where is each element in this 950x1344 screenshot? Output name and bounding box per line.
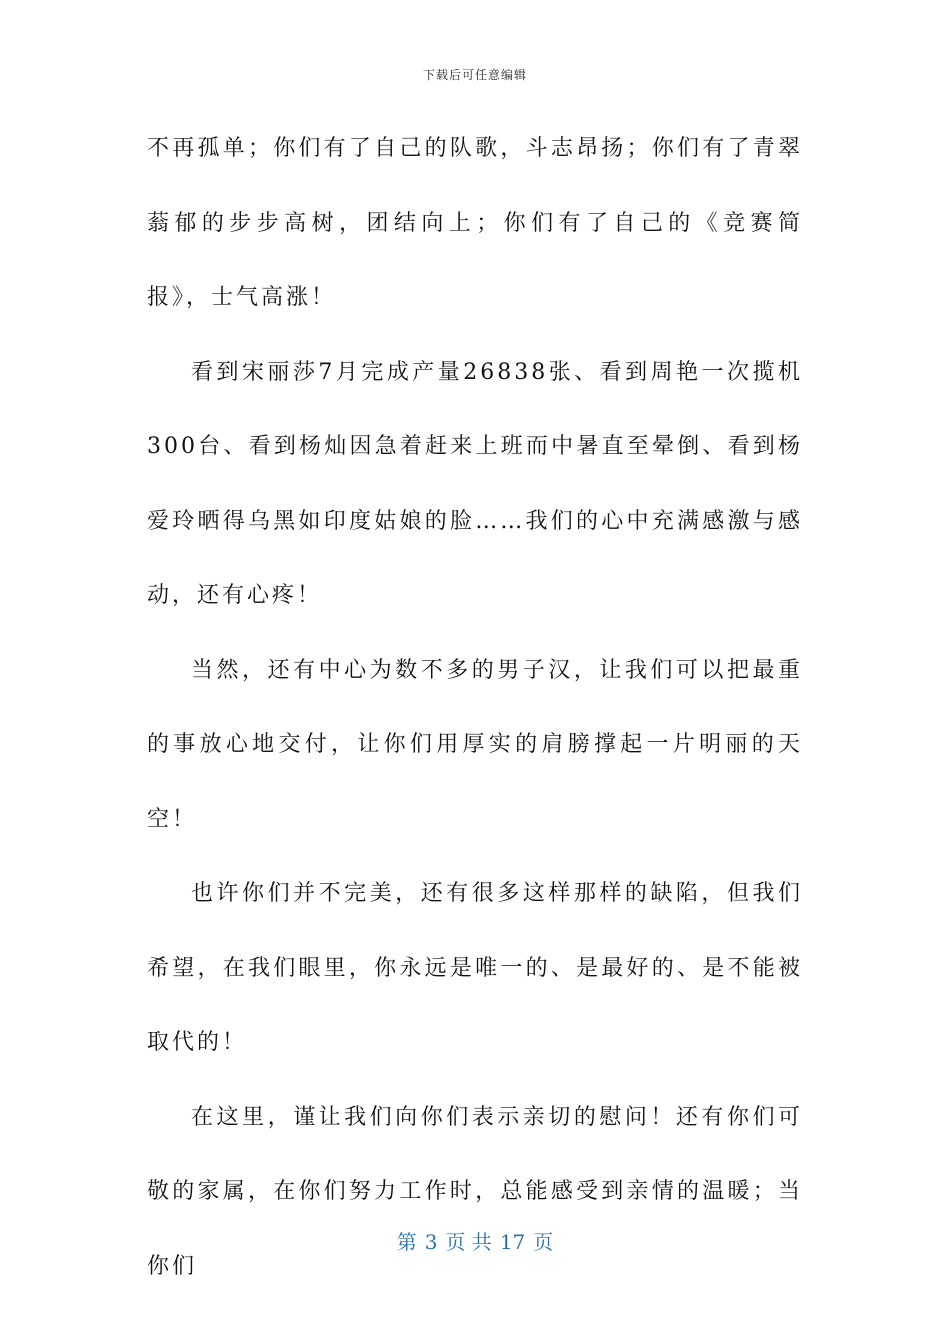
document-body	[147, 112, 803, 1304]
paragraph: 也许你们并不完美，还有很多这样那样的缺陷，但我们希望，在我们眼里，你永远是唯一的、是最好的、是不能被取代的！	[147, 881, 803, 1055]
paragraph: 看到宋丽莎7月完成产量26838张、看到周艳一次揽机300台、看到杨灿因急着赶来上班而中暑直至晕倒、看到杨爱玲晒得乌黑如印度姑娘的脸……我们的心中充满感激与感动，还有心疼！	[147, 359, 803, 608]
footer-prefix: 第	[396, 1230, 417, 1254]
current-page-number: 3	[424, 1230, 438, 1254]
paragraph: 在这里，谨让我们向你们表示亲切的慰问！还有你们可敬的家属，在你们努力工作时，总能感受到亲情的温暖；当你们	[147, 1104, 803, 1279]
paragraph: 当然，还有中心为数不多的男子汉，让我们可以把最重的事放心地交付，让你们用厚实的肩膀撑起一片明丽的天空！	[147, 657, 803, 832]
footer-suffix: 页	[533, 1230, 554, 1254]
header-note: 下载后可任意编辑	[422, 68, 527, 82]
total-page-count: 17	[499, 1230, 526, 1254]
footer-mid: 页 共	[445, 1230, 492, 1254]
paragraph-continuation: 不再孤单；你们有了自己的队歌，斗志昂扬；你们有了青翠蓊郁的步步高树，团结向上；你们有了自己的《竞赛简报》，士气高涨！	[147, 136, 803, 310]
page-number-footer	[0, 1226, 950, 1255]
